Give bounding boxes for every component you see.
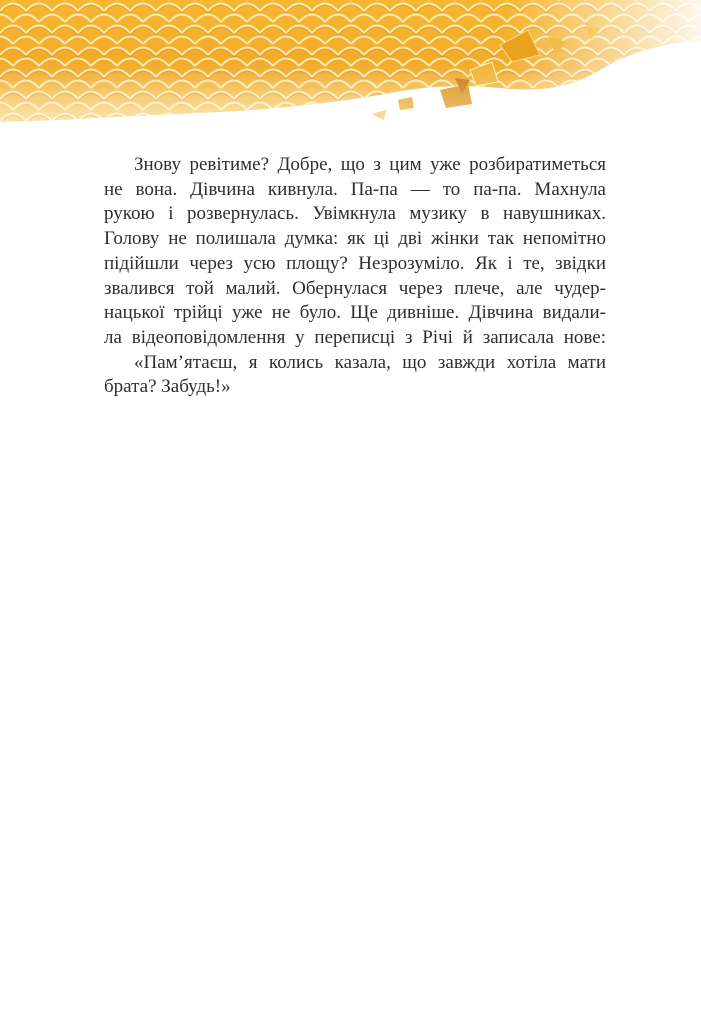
text-line: ла відеоповідомлення у переписці з Річі й записала нове: [104, 326, 606, 348]
text-line: Голову не полишала думка: як ці дві жінки так непомітно [104, 228, 606, 250]
text-line: нацької трійці уже не було. Ще дивніше. Дівчина видали- [104, 302, 606, 324]
body-text [104, 153, 606, 400]
text-line: не вона. Дівчина кивнула. Па-па — то па-па. Махнула [104, 178, 606, 200]
text-line: Знову ревітиме? Добре, що з цим уже розбиратиметься [134, 154, 606, 175]
honeycomb-scales-icon [0, 0, 701, 175]
text-line: підійшли через усю площу? Незрозуміло. Як і те, звідки [104, 252, 606, 274]
quote-line: «Пам’ятаєш, я колись казала, що завжди хотіла мати [134, 351, 606, 373]
text-line: рукою і розвернулась. Увімкнула музику в навушниках. [104, 203, 606, 225]
quote-line: брата? Забудь!» [104, 376, 231, 398]
text-line: звалився той малий. Обернулася через плече, але чудер- [104, 277, 606, 299]
